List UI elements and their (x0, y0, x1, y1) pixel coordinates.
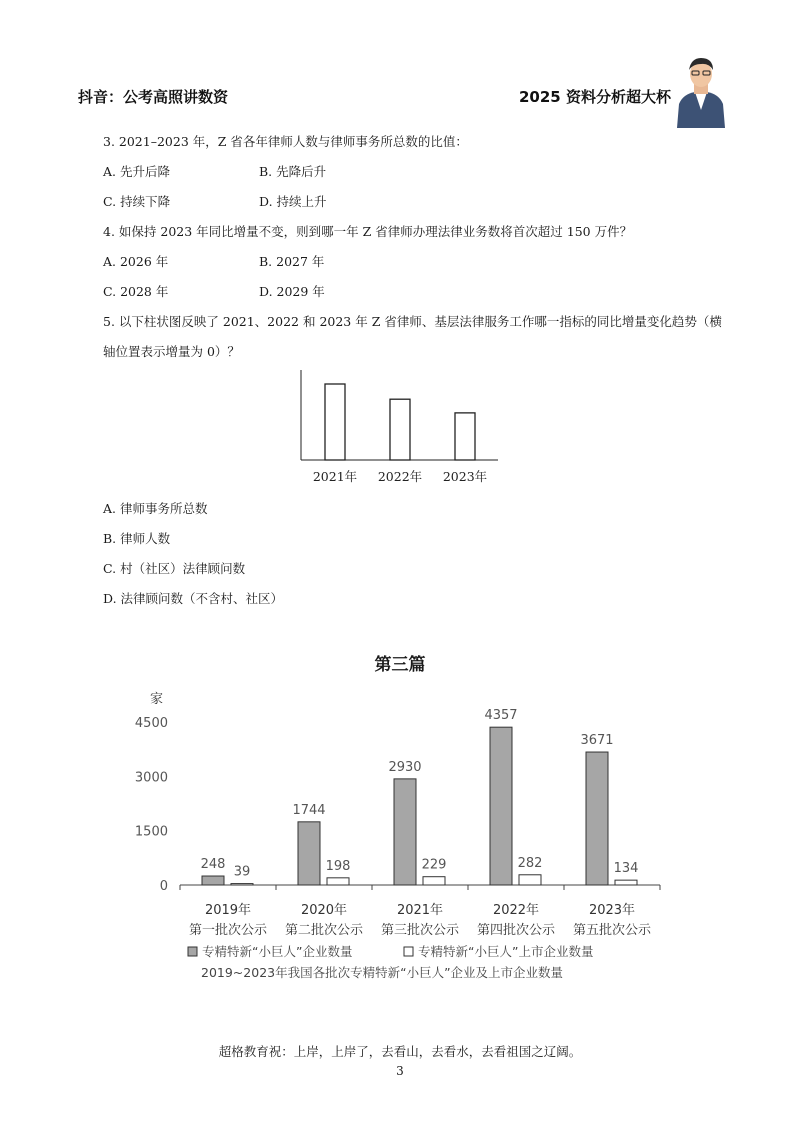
footer-slogan: 超格教育祝：上岸，上岸了，去看山，去看水，去看祖国之辽阔。 (218, 1044, 582, 1059)
header-left: 抖音：公考高照讲数资 (78, 88, 229, 106)
x-tick-label-year: 2023年 (588, 903, 636, 918)
x-tick-label-batch: 第二批次公示 (284, 923, 364, 938)
q5-option-d: D. 法律顾问数（不含村、社区） (103, 591, 284, 606)
legend-swatch-enterprise (188, 947, 197, 956)
question-3-stem: 3. 2021–2023 年，Z 省各年律师人数与律师事务所总数的比值： (103, 134, 468, 149)
q4-option-c: C. 2028 年 (103, 284, 169, 299)
bar-data-label: 1744 (292, 802, 326, 818)
bar-data-label: 282 (517, 855, 543, 871)
bar-data-label: 2930 (388, 759, 422, 775)
legend-swatch-listed (404, 947, 413, 956)
q5-option-a: A. 律师事务所总数 (103, 501, 208, 516)
y-tick-label: 4500 (134, 716, 168, 731)
x-tick-label-batch: 第一批次公示 (188, 923, 268, 938)
y-unit-label: 家 (150, 692, 164, 707)
small-chart-bar (390, 399, 410, 460)
q3-option-a: A. 先升后降 (103, 164, 170, 179)
q5-trend-chart (290, 366, 510, 490)
header-right: 2025 资料分析超大杯 (519, 88, 671, 106)
bar-enterprise-count (490, 727, 512, 885)
small-chart-bar (325, 384, 345, 460)
q3-option-b: B. 先降后升 (259, 164, 327, 179)
bar-listed-count (615, 880, 637, 885)
x-tick-label-year: 2020年 (300, 903, 348, 918)
legend-label-enterprise: 专精特新“小巨人”企业数量 (202, 944, 353, 959)
question-5-stem-line1: 5. 以下柱状图反映了 2021、2022 和 2023 年 Z 省律师、基层法律服务工作哪一指标的同比增量变化趋势（横 (103, 314, 722, 329)
bar-data-label: 198 (325, 858, 351, 874)
bar-data-label: 39 (233, 864, 251, 880)
legend-label-listed: 专精特新“小巨人”上市企业数量 (418, 944, 594, 959)
x-tick-label-batch: 第四批次公示 (476, 923, 556, 938)
bar-enterprise-count (298, 822, 320, 885)
q4-option-a: A. 2026 年 (103, 254, 169, 269)
x-tick-label-batch: 第三批次公示 (380, 923, 460, 938)
bar-data-label: 134 (613, 861, 639, 877)
x-tick-label-batch: 第五批次公示 (572, 923, 652, 938)
bar-enterprise-count (202, 876, 224, 885)
small-chart-tick-label: 2022年 (377, 469, 423, 484)
q5-option-c: C. 村（社区）法律顾问数 (103, 561, 246, 576)
small-chart-tick-label: 2021年 (312, 469, 358, 484)
y-tick-label: 1500 (134, 824, 168, 840)
bar-listed-count (327, 878, 349, 885)
y-tick-label: 0 (159, 879, 168, 894)
bar-data-label: 229 (421, 857, 447, 873)
q3-option-c: C. 持续下降 (103, 194, 171, 209)
q4-option-b: B. 2027 年 (259, 254, 325, 269)
bar-listed-count (231, 884, 253, 885)
small-chart-bar (455, 413, 475, 460)
x-tick-label-year: 2022年 (492, 903, 540, 918)
q3-option-d: D. 持续上升 (259, 194, 327, 209)
bar-listed-count (423, 877, 445, 885)
question-4-stem: 4. 如保持 2023 年同比增量不变，则到哪一年 Z 省律师办理法律业务数将首次超过 150 万件？ (103, 224, 633, 239)
bar-data-label: 4357 (484, 708, 518, 724)
page-number: 3 (396, 1064, 404, 1078)
bar-enterprise-count (586, 752, 608, 885)
q5-option-b: B. 律师人数 (103, 531, 171, 546)
x-tick-label-year: 2019年 (204, 903, 252, 918)
bar-data-label: 3671 (580, 733, 614, 749)
small-chart-tick-label: 2023年 (442, 469, 488, 484)
x-tick-label-year: 2021年 (396, 903, 444, 918)
author-photo (673, 52, 729, 128)
section-title: 第三篇 (374, 655, 426, 675)
q4-option-d: D. 2029 年 (259, 284, 325, 299)
bar-enterprise-count (394, 779, 416, 885)
enterprise-bar-chart (130, 685, 690, 990)
question-5-stem-line2: 轴位置表示增量为 0）？ (103, 344, 240, 359)
bar-data-label: 248 (200, 857, 226, 873)
bar-listed-count (519, 875, 541, 885)
y-tick-label: 3000 (134, 770, 168, 786)
chart-caption: 2019~2023年我国各批次专精特新“小巨人”企业及上市企业数量 (201, 965, 564, 980)
